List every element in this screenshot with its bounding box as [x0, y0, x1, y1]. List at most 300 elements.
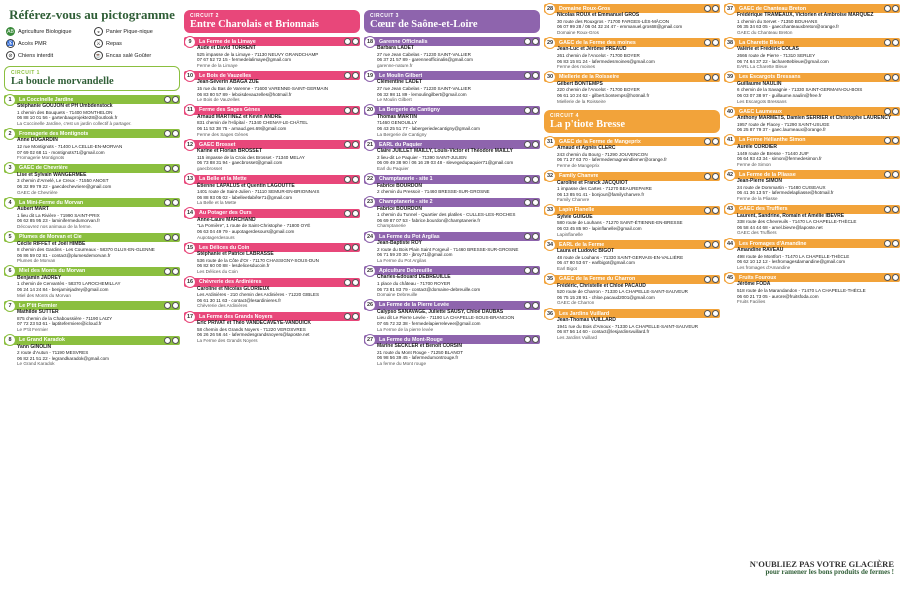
farm-name: Les Délices du Coin	[199, 244, 250, 251]
farm-contact: 06 11 53 38 75 - arnaud.ges.69@gmail.com	[197, 125, 287, 131]
farm-address: Les Ardinières - 210 chemin des Ardinières - 71220 GIBLES	[197, 292, 320, 298]
column-4	[544, 4, 720, 343]
farm-social: Découvrez nos animaux de la ferme.	[17, 223, 92, 229]
farm-entry	[184, 140, 360, 171]
farm-contact: 06 71 27 63 70 - lafermedemagneindlemer@orange.fr	[557, 157, 667, 163]
farm-number: 36	[544, 308, 556, 320]
service-icons	[704, 207, 720, 214]
farm-name: Fruits Fouroux	[739, 274, 777, 281]
farm-name: GAEC de la Ferme des moines	[559, 39, 636, 46]
farm-entry	[364, 175, 540, 195]
farm-owner: Frédéric, Christelle et Chloé PACAUD	[557, 282, 646, 289]
service-icons	[524, 176, 540, 183]
farm-social: Les Escargots Bressans	[737, 98, 787, 104]
farm-entry	[724, 170, 900, 201]
farm-address: 1941 rue du Bois d'Amoux - 71330 LA CHAPELLE-SAINT-SAUVEUR	[557, 323, 699, 329]
farm-entry	[724, 38, 900, 69]
basket-icon	[704, 5, 711, 12]
basket-icon	[164, 268, 171, 275]
service-icons	[164, 199, 180, 206]
farm-owner: Yann GINOLIN	[17, 343, 52, 350]
farm-details	[724, 145, 900, 167]
cutlery-icon	[892, 74, 899, 81]
farm-social: Family Chanvre	[557, 197, 590, 203]
service-icons	[704, 276, 720, 283]
cutlery-icon	[892, 39, 899, 46]
farm-contact: 07 69 02 68 11 - montignots71@gmail.com	[17, 149, 105, 155]
farm-contact: 06 61 10 24 62 - gilbert.bontemps@hotmail.fr	[557, 92, 650, 98]
basket-icon	[884, 137, 891, 144]
farm-owner: Marine SECKLER et Benoît CORSIN	[377, 343, 463, 350]
farm-details	[544, 13, 720, 35]
farm-address: 220 chemin de l'Ancelot - 71700 BOYER	[557, 87, 640, 93]
farm-social: Les Délices du Coin	[197, 269, 238, 275]
farm-details	[4, 276, 180, 298]
farm-address: 525 impasse de la Limaye - 71130 NEUVY GRANDCHAMP	[197, 51, 319, 57]
farm-entry	[544, 73, 720, 104]
farm-entry	[724, 73, 900, 104]
farm-details	[544, 284, 720, 306]
farm-number: 3	[4, 162, 16, 174]
farm-details	[724, 47, 900, 69]
farm-contact: 06 74 64 37 22 - lacharettebleue@gmail.com	[737, 58, 829, 64]
farm-number: 12	[184, 139, 196, 151]
service-icons	[164, 165, 180, 172]
farm-name: GAEC de Chanteau Breton	[739, 5, 807, 12]
farm-entry	[724, 136, 900, 167]
farm-address: 243 chemin du Bourg - 71290 JOUVENCON	[557, 151, 648, 157]
farm-owner: Caroline et Nicolas GLORIEUX	[197, 285, 270, 292]
farm-entry	[364, 232, 540, 263]
farm-social: Le Grand Karadok	[17, 361, 55, 367]
farm-details	[184, 184, 360, 206]
farm-name: GAEC Laumeaux	[739, 108, 782, 115]
legend-item: ♿ Accès PMR	[7, 40, 47, 47]
farm-entry	[184, 37, 360, 68]
farm-number: 30	[544, 71, 556, 83]
farm-social: Ferme de Simon	[737, 161, 771, 167]
farm-entry	[184, 243, 360, 274]
farm-name: La Ferme de la Limaye	[199, 38, 256, 45]
farm-number: 21	[364, 139, 376, 151]
farm-social: Fruits Facilies	[737, 299, 766, 305]
farm-address: 520 route de Charron - 71330 LA CHAPELLE-SAINT-SAUVEUR	[557, 289, 688, 295]
farm-entry	[544, 309, 720, 340]
basket-icon	[164, 96, 171, 103]
farm-number: 35	[544, 273, 556, 285]
farm-address: 498 route de Montfort - 71470 LA CHAPELLE-THÈCLE	[737, 253, 850, 259]
basket-icon	[524, 267, 531, 274]
service-icons	[164, 234, 180, 241]
farm-social: Ferme de Mangeprix	[557, 162, 600, 168]
farm-contact: 06 62 85 95 23 - laminifermedumorvan.fr	[17, 218, 100, 224]
farm-address: 1 impasse des Cartes - 71270 BEAUREPAIRE	[557, 186, 652, 192]
service-icons	[884, 39, 900, 46]
farm-details	[724, 214, 900, 236]
farm-address: 1449 route de Bresse - 71440 JUIF	[737, 150, 809, 156]
farm-details	[364, 310, 540, 332]
farm-entry	[184, 312, 360, 343]
farm-social: La ferme du Mont rouge	[377, 360, 427, 366]
farm-owner: Anne-Laure MARCHAND	[197, 216, 256, 223]
basket-icon	[344, 141, 351, 148]
cutlery-icon	[172, 302, 179, 309]
farm-number: 17	[184, 311, 196, 323]
farm-address: 12 rue Montignots - 71400 LA CELLE-EN-MORVAN	[17, 143, 123, 149]
farm-address: 518 route de la Marandandon - 71470 LA CHAPELLE-THÈCLE	[737, 288, 866, 293]
circuit-header: CIRCUIT 4 La p'tiote Bresse	[544, 110, 720, 133]
farm-number: 42	[724, 169, 736, 181]
farm-name: GAEC de Chevrière	[19, 165, 68, 172]
pictogram-legend	[4, 27, 180, 60]
cutlery-icon	[532, 302, 539, 309]
farm-address: 2 lieu-dit Le Paquier - 71390 SAINT-JULIEN	[377, 154, 467, 160]
service-icons	[524, 302, 540, 309]
cutlery-icon	[892, 171, 899, 178]
cutlery-icon	[352, 176, 359, 183]
farm-name: Au Potager des Ours	[199, 210, 252, 217]
farm-entry	[364, 37, 540, 68]
farm-details	[184, 80, 360, 102]
farm-address: 6 chemin de la Savagnie - 71330 SAINT-GERMAIN-DU-BOIS	[737, 87, 863, 93]
farm-name: Apiculture Debreuille	[379, 267, 433, 274]
basket-icon: ◒	[94, 27, 103, 36]
basket-icon	[884, 39, 891, 46]
service-icons	[704, 173, 720, 180]
farm-entry	[4, 164, 180, 195]
farm-name: Les Fromages d'Amandine	[739, 240, 807, 247]
farm-contact: 06 25 87 79 37 - gaec.laumeaux@orange.fr	[737, 127, 826, 133]
cutlery-icon: ⚔	[94, 39, 103, 48]
service-icons	[524, 38, 540, 45]
cutlery-icon	[712, 310, 719, 317]
farm-number: 37	[724, 3, 736, 15]
basket-icon	[344, 38, 351, 45]
farm-contact: 06 64 93 43 34 - simon@fermedesimon.fr	[737, 156, 822, 162]
service-icons	[524, 267, 540, 274]
farm-entry	[544, 4, 720, 35]
cutlery-icon	[712, 241, 719, 248]
farm-details	[544, 82, 720, 104]
cutlery-icon	[172, 130, 179, 137]
farm-details	[364, 275, 540, 297]
farm-social: Aupotagerdesours	[197, 234, 235, 240]
basket-icon	[524, 233, 531, 240]
farm-contact: 06 69 87 07 53 - fabrice.bourdon@champtanerie.fr	[377, 217, 481, 223]
farm-address: 875 chemin de la Chaboussière - 71190 LAIZY	[17, 315, 113, 321]
farm-number: 28	[544, 3, 556, 15]
farm-owner: Arnaud et Agnès CLERC	[557, 145, 616, 152]
farm-name: La Ferme Hélianthe Simon	[739, 137, 806, 144]
farm-entry	[544, 172, 720, 203]
farm-details	[544, 215, 720, 237]
basket-icon	[344, 107, 351, 114]
circuit-header: CIRCUIT 3 Cœur de Saône-et-Loire	[364, 10, 540, 33]
farm-contact: 06 24 14 24 84 - benjaminjadrey@gmail.com	[17, 287, 109, 293]
farm-details	[724, 82, 900, 104]
service-icons	[884, 5, 900, 12]
cutlery-icon	[892, 206, 899, 213]
farm-social: Domaine Debreuille	[377, 292, 418, 298]
farm-address: 831 chemin de l'Hôpital - 71340 CHENAY-LE-CHÂTEL	[197, 120, 308, 126]
farm-social: La Ferme des Grands Noyers	[197, 337, 258, 343]
farm-number: 25	[364, 265, 376, 277]
farm-name: Garenne Officinalis	[379, 38, 428, 45]
service-icons	[524, 72, 540, 79]
farm-address: 1957 route de Flacey - 71290 SAINT-USUGE	[737, 121, 830, 127]
farm-number: 32	[544, 170, 556, 182]
farm-address: 115 impasse de la Croix des Brosset - 71340 MELAY	[197, 154, 305, 160]
farm-details	[4, 242, 180, 264]
basket-icon	[164, 234, 171, 241]
farm-entry	[544, 206, 720, 237]
farm-owner: Amandine RAVEAU	[737, 247, 784, 254]
service-icons	[524, 233, 540, 240]
service-icons	[704, 39, 720, 46]
service-icons	[344, 313, 360, 320]
basket-icon	[344, 313, 351, 320]
farm-number: 13	[184, 173, 196, 185]
cutlery-icon	[892, 240, 899, 247]
cup-icon: ☕	[95, 52, 102, 59]
service-icons	[884, 74, 900, 81]
basket-icon	[704, 241, 711, 248]
farm-name: La Charette Bleue	[739, 39, 785, 46]
farm-contact: 06 03 45 85 90 - lapinflanelle@gmail.com	[557, 226, 642, 232]
farm-social: Plumes de Morvan	[17, 258, 56, 264]
cutlery-icon	[352, 313, 359, 320]
cutlery-icon	[352, 107, 359, 114]
farm-details	[184, 218, 360, 240]
cutlery-icon	[712, 74, 719, 81]
farm-details	[544, 146, 720, 168]
service-icons	[164, 130, 180, 137]
farm-contact: 06 83 80 57 89 - leboisdevauzelles@hotmail.fr	[197, 91, 292, 97]
farm-social: Earl Bigot	[557, 266, 577, 272]
farm-entry	[364, 301, 540, 332]
service-icons	[164, 96, 180, 103]
basket-icon	[524, 72, 531, 79]
farm-name: Les Escargots Bressans	[739, 74, 801, 81]
farm-owner: Claire JUILLET MAILLY, Louis-Victor et Théodore MAILLY	[377, 148, 513, 155]
farm-contact: 06 61 30 11 63 - contact@lesardinieres.fr	[197, 297, 281, 303]
farm-entry	[364, 335, 540, 366]
farm-owner: Eric PRIVAT et Théo VANDECAVEYE-VANDUICK	[197, 320, 311, 326]
cutlery-icon	[172, 234, 179, 241]
farm-social: La Ferme de la pierre levée	[377, 326, 434, 332]
basket-icon	[524, 302, 531, 309]
farm-details	[4, 138, 180, 160]
farm-address: 261 chemin de l'Ancelot - 71700 BOYER	[557, 52, 640, 58]
farm-contact: 06 03 07 38 97 - guillaume.naulin@free.fr	[737, 92, 822, 98]
basket-icon	[884, 108, 891, 115]
farm-owner: Stéphanie et Patrice LABRASSE	[197, 251, 274, 258]
service-icons	[344, 176, 360, 183]
farm-social: Chèvrerie des Ardinières	[197, 303, 248, 309]
farm-owner: Laura et Ludovic BIGOT	[557, 248, 615, 255]
farm-details	[184, 287, 360, 309]
basket-icon	[884, 240, 891, 247]
cutlery-icon	[352, 72, 359, 79]
basket-icon	[344, 279, 351, 286]
farm-address: 58 chemin des Grands Noyers - 71220 VEROSVRES	[197, 326, 306, 332]
cutlery-icon	[352, 141, 359, 148]
farm-owner: Fabrice BOURDON	[377, 205, 423, 212]
farm-entry	[184, 175, 360, 206]
farm-number: 20	[364, 104, 376, 116]
cutlery-icon	[352, 210, 359, 217]
farm-number: 38	[724, 37, 736, 49]
farm-contact: 06 87 56 14 60 - contact@lesjardinsvuillard.fr	[557, 329, 650, 335]
farm-details	[184, 252, 360, 274]
service-icons	[704, 310, 720, 317]
farm-details	[4, 104, 180, 126]
wheelchair-icon: ♿	[7, 40, 14, 47]
farm-name: GAEC de la Ferme du Charron	[559, 276, 636, 283]
farm-social: Le Moulin Gilbert	[377, 97, 412, 103]
farm-details	[724, 116, 900, 133]
farm-address: 24 route de Dommartin - 71480 CUISEAUX	[737, 184, 826, 190]
farm-contact: 06 75 15 28 91 - chloe.pacaud2001@gmail.com	[557, 294, 655, 300]
farm-owner: Stéphanie GOUJON et PH Umbdenstock	[17, 103, 113, 109]
farm-address: 48 route de Louhans - 71330 SAINT-GERVAIS-EN-VALLIÈRE	[557, 254, 684, 260]
farm-contact: 07 72 23 53 61 - laptitefermiere@icloud.fr	[17, 321, 102, 327]
farm-number: 6	[4, 265, 16, 277]
farm-entry	[4, 267, 180, 298]
farm-social: Le Bois de Vauzelles	[197, 97, 240, 103]
farm-social: GAEC de Charron	[557, 300, 595, 306]
farm-name: Le P'tit Fermier	[19, 302, 58, 309]
farm-contact: 06 09 49 38 90 / 06 16 29 03 48 - slevegedupaquier71@gmail.com	[377, 160, 514, 166]
service-icons	[524, 199, 540, 206]
farm-address: 30 route des Rouxgros - 71700 FARGES-LÈS-MÂCON	[557, 18, 670, 24]
basket-icon	[524, 38, 531, 45]
farm-entry	[4, 301, 180, 332]
farm-owner: Aude et David TORRENT	[197, 45, 256, 51]
farm-entry	[184, 106, 360, 137]
service-icons	[884, 240, 900, 247]
basket-icon	[164, 130, 171, 137]
farm-number: 26	[364, 299, 376, 311]
column-3	[364, 4, 540, 370]
farm-details	[544, 181, 720, 203]
farm-name: Lapin Flanelle	[559, 207, 595, 214]
basket-icon	[524, 107, 531, 114]
farm-owner: Jean-Baptiste ROY	[377, 240, 423, 247]
farm-name: Le Bois de Vauzelles	[199, 72, 252, 79]
farm-contact: 06 73 81 83 79 - contact@domaine-debreuille.com	[377, 286, 481, 292]
farm-contact: 07 67 52 72 15 - fermedelalimaye@gmail.com	[197, 57, 292, 63]
farm-details	[364, 207, 540, 229]
farm-owner: Aurèle CORDIER	[737, 143, 778, 150]
farm-owner: Nicolas ROUX et Emmanuel GROS	[557, 12, 640, 18]
farm-entry	[4, 336, 180, 367]
cutlery-icon	[712, 39, 719, 46]
farm-address: 3 chemin d'Arnelé, Le Creux - 71550 ANOST	[17, 178, 109, 184]
farm-number: 45	[724, 272, 736, 284]
farm-number: 18	[364, 36, 376, 48]
farm-address: 1 chemin du Servet - 71350 BOUHANS	[737, 18, 818, 24]
cutlery-icon	[172, 96, 179, 103]
farm-address: 338 route des Chevreuils - 71470 LA CHAPELLE-THÈCLE	[737, 219, 857, 225]
service-icons	[524, 141, 540, 148]
farm-address: 2666 route de Pierre - 71310 SERLEY	[737, 52, 816, 58]
basket-icon	[884, 5, 891, 12]
basket-icon	[704, 138, 711, 145]
basket-icon	[884, 74, 891, 81]
circuit-header: CIRCUIT 1 La boucle morvandelle	[4, 66, 180, 91]
farm-number: 9	[184, 36, 196, 48]
farm-owner: Cécile RIFFET et Joël HIMBE	[17, 240, 86, 247]
cutlery-icon	[532, 336, 539, 343]
legend-item: ⚔ Repas	[94, 39, 178, 48]
cutlery-icon	[712, 5, 719, 12]
basket-icon	[884, 274, 891, 281]
cutlery-icon	[532, 141, 539, 148]
farm-social: Lapinflanelle	[557, 231, 583, 237]
farm-number: 41	[724, 134, 736, 146]
farm-details	[544, 318, 720, 340]
farm-name: GAEC des Truffiers	[739, 206, 788, 213]
legend-title: Référez-vous au pictogramme	[9, 7, 175, 22]
service-icons	[344, 279, 360, 286]
farm-address: 1 chemin de Cervantès - 58370 LAROCHEMILLAY	[17, 281, 121, 287]
farm-owner: Gilbert BONTEMPS	[557, 80, 603, 87]
farm-social: Ferme des Sages Gènes	[197, 131, 249, 137]
farm-owner: Arnaud MARTINEZ et Kevin ANDRE	[197, 113, 282, 120]
farm-name: Fromagerie des Montignots	[19, 130, 89, 137]
farm-number: 27	[364, 334, 376, 346]
farm-contact: 06 63 04 49 79 - aupotagerdesours@gmail.com	[197, 229, 295, 235]
farm-name: La Ferme des Grands Noyers	[199, 313, 273, 320]
farm-social: GAEC des Truffiers	[737, 230, 777, 236]
farm-name: La Ferme du Pot Argilas	[379, 233, 440, 240]
farm-contact: 06 83 15 81 24 - lafermedesmoines@gmail.com	[557, 58, 655, 64]
farm-name: Le Grand Karadok	[19, 337, 65, 344]
service-icons	[524, 336, 540, 343]
farm-owner: Jean-Luc et Jérôme PREAUD	[557, 46, 627, 53]
farm-contact: 06 82 21 51 22 - legrandkaradok@gmail.com	[17, 355, 109, 361]
farm-social: La Belle et la Mette	[197, 200, 237, 206]
cutlery-icon	[172, 199, 179, 206]
farm-social: Miellerie de la Roisseire	[557, 98, 606, 104]
farm-details	[364, 184, 540, 195]
farm-address: 27 rue Jean Cabelas - 71230 SAINT-VALLIER	[377, 85, 471, 91]
farm-owner: Fabrice BOURDON	[377, 182, 423, 189]
farm-owner: Jean-Pierre SIMON	[737, 178, 783, 185]
service-icons	[344, 107, 360, 114]
farm-owner: Barbara LADET	[377, 45, 414, 51]
farm-social: Ferme de la Limaye	[197, 62, 238, 68]
farm-name: Chèvrerie des Ardinières	[199, 279, 262, 286]
farm-contact: 06 71 59 20 30 - jbroy71@gmail.com	[377, 252, 453, 258]
cutlery-icon	[712, 207, 719, 214]
farm-entry	[364, 198, 540, 229]
basket-icon	[344, 210, 351, 217]
farm-social: GAEC du Chanteau Breton	[737, 29, 793, 35]
column-2	[184, 4, 360, 346]
farm-social: GAEC de Chevrière	[17, 189, 58, 195]
service-icons	[884, 108, 900, 115]
farm-entry	[364, 266, 540, 297]
service-icons	[344, 38, 360, 45]
farm-owner: Clémentine LADET	[377, 79, 423, 86]
cutlery-icon	[532, 176, 539, 183]
farm-number: 5	[4, 231, 16, 243]
farm-social: Fromagerie Montignots	[17, 155, 65, 161]
farm-address: Lieu dit Le Pierre Levée - 71190 LA CHAPELLE-SOUS-BRANCION	[377, 315, 515, 321]
farm-owner: Jérôme FODA	[737, 281, 771, 288]
